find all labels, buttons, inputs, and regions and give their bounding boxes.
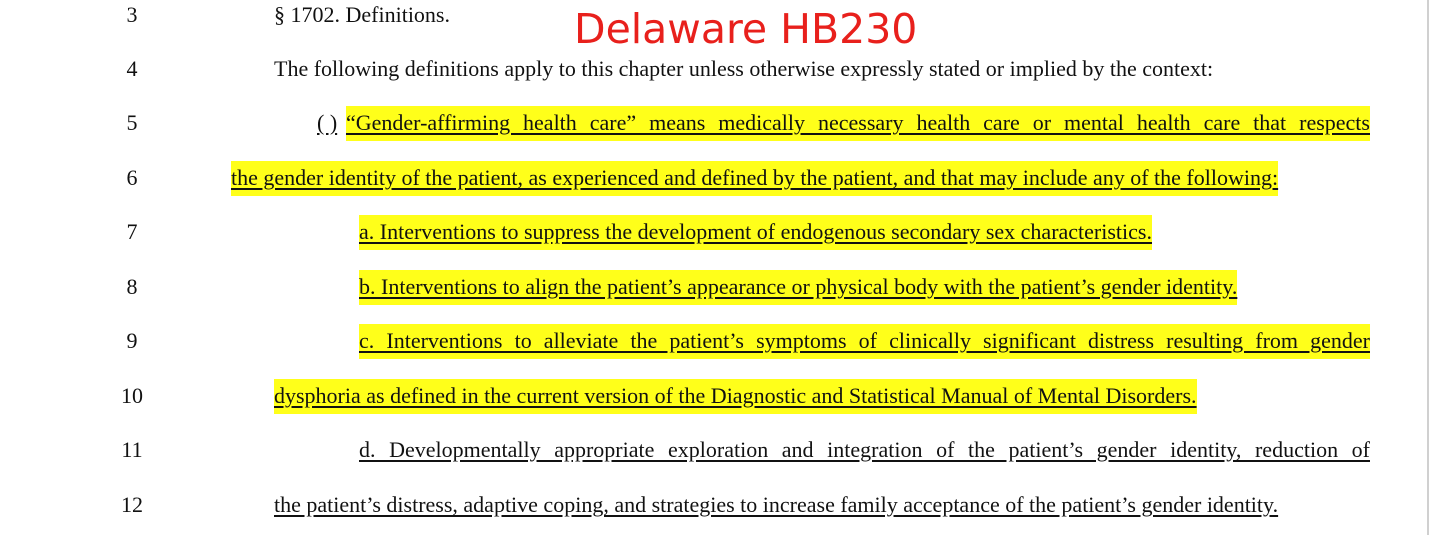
line-number: 6 — [126, 165, 138, 190]
bill-title-stamp: Delaware HB230 — [574, 5, 918, 53]
line-number: 5 — [126, 110, 138, 135]
highlighted-text: b. Interventions to align the patient’s appearance or physical body with the patient’s gender identity. — [359, 270, 1237, 305]
list-item-c — [359, 319, 1370, 363]
document-line-7 — [0, 210, 1456, 254]
document-line-12 — [0, 483, 1456, 527]
definition-text-line — [346, 101, 1370, 145]
line-number: 11 — [121, 437, 143, 462]
highlighted-text: the gender identity of the patient, as experienced and defined by the patient, and that may include any of the following: — [231, 161, 1278, 196]
document-line-6 — [0, 156, 1456, 200]
line-number: 12 — [121, 492, 143, 517]
section-heading: § 1702. Definitions. — [274, 2, 450, 27]
line-number: 9 — [126, 328, 138, 353]
line-number: 10 — [121, 383, 143, 408]
document-line-5 — [0, 101, 1456, 145]
document-line-4 — [0, 47, 1456, 91]
document-line-11 — [0, 428, 1456, 472]
list-item-d-continued: the patient’s distress, adaptive coping, and strategies to increase family acceptance of the patient’s gender identity. — [274, 492, 1279, 517]
highlighted-text: dysphoria as defined in the current version of the Diagnostic and Statistical Manual of Mental Disorders. — [274, 379, 1197, 414]
line-number: 4 — [126, 56, 138, 81]
list-item-d: d. Developmentally appropriate exploration and integration of the patient’s gender identity, reduction of — [359, 437, 1370, 462]
document-line-9 — [0, 319, 1456, 363]
highlighted-text: c. Interventions to alleviate the patient’s symptoms of clinically significant distress resulting from gender — [359, 324, 1370, 359]
definition-marker: ( ) — [317, 110, 338, 135]
list-item-c-continued — [274, 374, 1197, 418]
document-line-8 — [0, 265, 1456, 309]
document-line-3 — [0, 0, 1456, 37]
definition-text-line — [231, 156, 1278, 200]
document-line-10 — [0, 374, 1456, 418]
line-number: 3 — [126, 2, 138, 27]
line-number: 8 — [126, 274, 138, 299]
list-item-b — [359, 265, 1237, 309]
list-item-a — [359, 210, 1152, 254]
highlighted-text: a. Interventions to suppress the development of endogenous secondary sex characteristics. — [359, 215, 1152, 250]
line-number: 7 — [126, 219, 138, 244]
definitions-intro: The following definitions apply to this chapter unless otherwise expressly stated or implied by the context: — [274, 56, 1214, 81]
highlighted-text: “Gender-affirming health care” means medically necessary health care or mental health care that respects — [346, 106, 1370, 141]
